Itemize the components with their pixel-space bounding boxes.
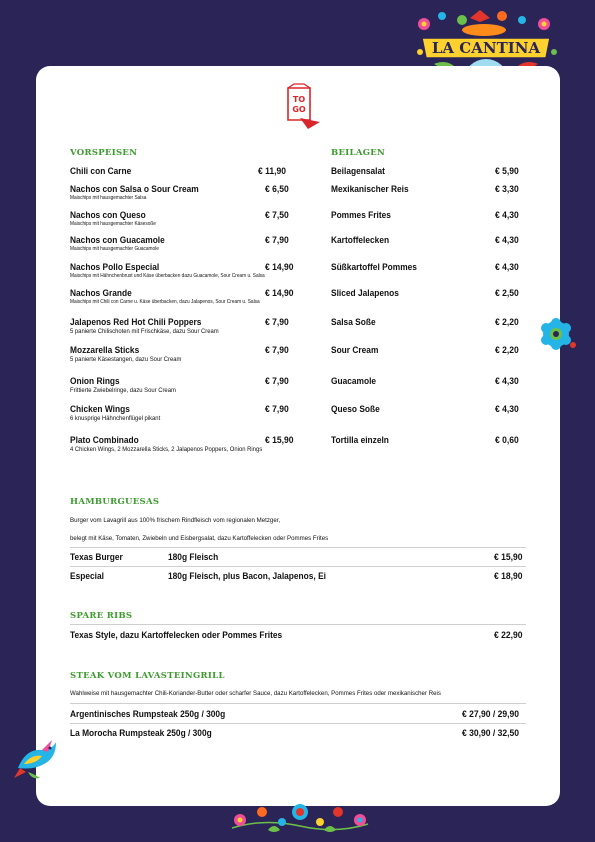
to-go-line2: GO	[292, 105, 306, 114]
side-item	[331, 235, 397, 246]
item-price: € 7,90	[265, 376, 289, 387]
logo-text: LA CANTINA	[431, 39, 541, 57]
item-price: € 7,50	[265, 210, 289, 221]
item-name: Nachos Grande	[70, 288, 132, 299]
item-price: € 4,30	[495, 235, 519, 246]
menu-item	[70, 376, 185, 395]
ribs-item	[70, 630, 311, 641]
item-description: Maischips mit hausgemachter Salsa	[70, 195, 147, 201]
side-item	[331, 184, 419, 195]
divider	[70, 624, 526, 625]
item-name: Guacamole	[331, 376, 377, 387]
steak-intro: Wahlweise mit hausgemachter Chili-Koriander-Butter oder scharfer Sauce, dazu Kartoffelecken, Pommes Frites oder mexikanischer Reis	[70, 690, 441, 697]
item-name: Mozzarella Sticks	[70, 345, 140, 356]
item-price: € 18,90	[494, 571, 523, 582]
item-description: Maischips mit hausgemachter Guacamole	[70, 246, 159, 252]
menu-item	[70, 404, 168, 423]
item-name: Nachos con Queso	[70, 210, 146, 221]
item-name: Especial	[70, 571, 104, 582]
bird-decoration-icon	[12, 738, 62, 782]
divider	[70, 723, 526, 724]
item-price: € 11,90	[258, 166, 287, 177]
item-name: Chili con Carne	[70, 166, 132, 177]
side-item	[331, 262, 429, 273]
to-go-line1: TO	[292, 95, 306, 104]
item-price: € 4,30	[495, 376, 519, 387]
item-price: € 15,90	[265, 435, 294, 446]
divider	[70, 703, 526, 704]
item-name: Nachos Pollo Especial	[70, 262, 160, 273]
item-price: € 30,90 / 32,50	[462, 728, 520, 739]
menu-item	[70, 345, 191, 364]
item-price: € 15,90	[494, 552, 523, 563]
steak-item	[70, 709, 246, 720]
side-item	[331, 166, 392, 177]
item-price: € 22,90	[494, 630, 523, 641]
item-price: € 2,50	[495, 288, 519, 299]
hamburguesas-intro-2: belegt mit Käse, Tomaten, Zwiebeln und Eisbergsalat, dazu Kartoffelecken oder Pommes Frites	[70, 535, 329, 542]
section-title-vorspeisen: VORSPEISEN	[70, 148, 138, 158]
item-name: Nachos con Guacamole	[70, 235, 165, 246]
menu-item	[70, 317, 232, 336]
item-price: € 4,30	[495, 404, 519, 415]
item-price: € 7,90	[265, 404, 289, 415]
item-price: € 0,60	[495, 435, 519, 446]
item-description: Frittierte Zwiebelringe, dazu Sour Cream	[70, 387, 176, 394]
burger-detail	[168, 552, 225, 563]
item-name: Süßkartoffel Pommes	[331, 262, 417, 273]
section-title-steak: STEAK VOM LAVASTEINGRILL	[70, 671, 225, 681]
item-name: Sliced Jalapenos	[331, 288, 399, 299]
item-price: € 4,30	[495, 210, 519, 221]
burger-item	[70, 571, 109, 582]
item-price: € 6,50	[265, 184, 289, 195]
flower-decoration-icon	[538, 315, 578, 353]
item-description: 5 panierte Käsestangen, dazu Sour Cream	[70, 356, 182, 363]
side-item	[331, 404, 386, 415]
item-name: Chicken Wings	[70, 404, 130, 415]
hamburguesas-intro-1: Burger vom Lavagrill aus 100% frischem Rindfleisch vom regionalen Metzger,	[70, 517, 281, 524]
section-title-beilagen: BEILAGEN	[331, 148, 386, 158]
burger-detail	[168, 571, 348, 582]
menu-item	[70, 210, 163, 228]
item-description: 4 Chicken Wings, 2 Mozzarella Sticks, 2 Jalapenos Poppers, Onion Rings	[70, 446, 263, 453]
side-item	[331, 317, 382, 328]
item-name: Onion Rings	[70, 376, 120, 387]
divider	[70, 547, 526, 548]
menu-item	[70, 435, 279, 454]
item-name: Sour Cream	[331, 345, 379, 356]
item-description: Maischips mit Chili con Carne u. Käse überbacken, dazu Jalapenos, Sour Cream u. Salsa	[70, 299, 260, 305]
item-name: Mexikanischer Reis	[331, 184, 409, 195]
menu-item	[70, 184, 216, 202]
item-price: € 3,30	[495, 184, 519, 195]
flowers-decoration-icon	[228, 800, 372, 836]
item-detail: 180g Fleisch, plus Bacon, Jalapenos, Ei	[168, 571, 326, 582]
item-name: Plato Combinado	[70, 435, 139, 446]
item-detail: 180g Fleisch	[168, 552, 219, 563]
item-price: € 14,90	[265, 262, 294, 273]
divider	[70, 566, 526, 567]
side-item	[331, 435, 397, 446]
item-description: 5 panierte Chilischoten mit Frischkäse, dazu Sour Cream	[70, 328, 219, 335]
section-title-spare-ribs: SPARE RIBS	[70, 611, 133, 621]
menu-item	[70, 235, 178, 253]
burger-item	[70, 552, 130, 563]
item-name: La Morocha Rumpsteak 250g / 300g	[70, 728, 212, 739]
menu-item	[70, 166, 140, 177]
item-price: € 5,90	[495, 166, 519, 177]
item-price: € 27,90 / 29,90	[462, 709, 520, 720]
item-name: Texas Style, dazu Kartoffelecken oder Pommes Frites	[70, 630, 283, 641]
item-name: Texas Burger	[70, 552, 123, 563]
item-price: € 4,30	[495, 262, 519, 273]
side-item	[331, 345, 385, 356]
item-price: € 7,90	[265, 317, 289, 328]
side-item	[331, 376, 382, 387]
section-title-hamburguesas: HAMBURGUESAS	[70, 497, 160, 507]
side-item	[331, 288, 408, 299]
item-name: Beilagensalat	[331, 166, 385, 177]
menu-item	[70, 288, 276, 306]
item-description: Maischips mit hausgemachter Käsesoße	[70, 221, 156, 227]
item-price: € 7,90	[265, 235, 289, 246]
side-item	[331, 210, 399, 221]
item-price: € 2,20	[495, 317, 519, 328]
steak-item	[70, 728, 231, 739]
item-name: Jalapenos Red Hot Chili Poppers	[70, 317, 202, 328]
item-name: Queso Soße	[331, 404, 380, 415]
item-description: 6 knusprige Hähnchenflügel pikant	[70, 415, 161, 422]
item-description: Maischips mit Hähnchenbrust und Käse überbacken dazu Guacamole, Sour Cream u. Salsa	[70, 273, 265, 279]
item-name: Argentinisches Rumpsteak 250g / 300g	[70, 709, 226, 720]
item-name: Kartoffelecken	[331, 235, 390, 246]
item-name: Nachos con Salsa o Sour Cream	[70, 184, 199, 195]
item-price: € 2,20	[495, 345, 519, 356]
menu-item	[70, 262, 282, 280]
item-price: € 7,90	[265, 345, 289, 356]
item-name: Salsa Soße	[331, 317, 376, 328]
item-price: € 14,90	[265, 288, 294, 299]
to-go-bag-icon	[280, 82, 322, 130]
item-name: Tortilla einzeln	[331, 435, 389, 446]
item-name: Pommes Frites	[331, 210, 391, 221]
